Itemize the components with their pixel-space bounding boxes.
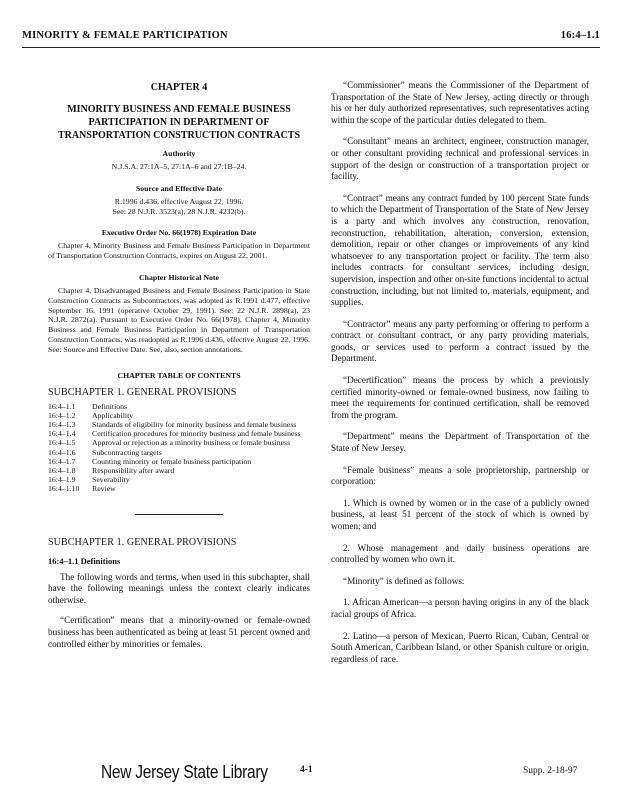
definition-commissioner: “Commissioner” means the Commissioner of the Department of Transportation of the State of New Jersey, acting directly or through his or her duly authorized representatives, such representatives acting within the scope of the particular duties delegated to them. bbox=[331, 80, 589, 125]
definition-contractor: “Contractor” means any party performing or offering to perform a contract or consultant contract, or any party providing materials, goods, or services used to perform a contract issued by the Department. bbox=[331, 318, 589, 364]
female-business-item-1: 1. Which is owned by women or in the case of a publicly owned business, at least 51 percent of the stock of which is owned by women; and bbox=[331, 497, 589, 531]
toc-item[interactable]: 16:4–1.9 Severability bbox=[48, 475, 130, 485]
source-line-1: R.1996 d.436, effective August 22, 1996. bbox=[114, 196, 244, 206]
toc-item[interactable]: 16:4–1.3 Standards of eligibility for minority business and female business bbox=[48, 419, 297, 429]
source-line-2: See: 28 N.J.R. 3523(a), 28 N.J.R. 4232(b). bbox=[112, 206, 246, 216]
right-column bbox=[331, 80, 589, 675]
toc-item[interactable]: 16:4–1.6 Subcontracting targets bbox=[48, 447, 162, 457]
toc-list bbox=[48, 402, 310, 494]
header-section-number: 16:4–1.1 bbox=[560, 30, 600, 41]
toc-item[interactable]: 16:4–1.7 Counting minority or female business participation bbox=[48, 456, 252, 466]
executive-order-text: Chapter 4, Minority Business and Female Business Participation in Department of Transportation Construction Contracts, expires on August 22, 2001. bbox=[48, 241, 310, 261]
definition-department: “Department” means the Department of Transportation of the State of New Jersey. bbox=[331, 431, 589, 454]
minority-item-1: 1. African American—a person having origins in any of the black racial groups of Africa. bbox=[331, 597, 589, 619]
section-separator bbox=[135, 514, 223, 515]
subchapter-heading: SUBCHAPTER 1. GENERAL PROVISIONS bbox=[48, 536, 237, 548]
definition-contract: “Contract” means any contract funded by 100 percent State funds to which the Department of Transportation of the State of New Jersey is a party and which involves any construction, renovation, reconstruction, rehabilitation, alteration, conversion, extension, demolition, repair or other changes or improvements of any kind whatsoever to any transportation project or facility. The term also includes contracts for consultant services, including design, supervision, inspection and other on-site functions incidental to actual construction, including, but not limited to, materials, equipment, and supplies. bbox=[331, 192, 589, 308]
supplement-date: Supp. 2-18-97 bbox=[523, 766, 578, 776]
definition-minority: “Minority” is defined as follows: bbox=[343, 575, 465, 586]
toc-item[interactable]: 16:4–1.2 Applicability bbox=[48, 410, 134, 420]
definitions-intro: The following words and terms, when used in this subchapter, shall have the following meanings unless the context clearly indicates otherwise. bbox=[48, 571, 310, 605]
authority-text: N.J.S.A. 27:1A–5, 27:1A–6 and 27:1B–24. bbox=[111, 162, 247, 171]
definition-decertification: “Decertification” means the process by which a previously certified minority-owned or female-owned business, now failing to meet the requirements for continued certification, shall be removed from the program. bbox=[331, 375, 589, 420]
definition-consultant: “Consultant” means an architect, engineer, construction manager, or other consultant providing technical and professional services in support of the design or construction of a transportation project or facility. bbox=[331, 136, 589, 182]
historical-note-text: Chapter 4, Disadvantaged Business and Female Business Participation in State Construction Contracts as Subcontractors, was adopted as R.1991 d.477, effective September 16, 1991 (operative October 29, 1991). See: 22 N.J.R. 2898(a), 23 N.J.R. 2872(a). Pursuant to Executive Order No. 66(1978), Chapter 4, Minority Business and Female Business Participation in Department of Transportation Construction Contracts, was readopted as R.1996 d.436, effective August 22, 1996. See: Source and Effective Date. See, also, section annotations. bbox=[48, 285, 310, 354]
header-rule bbox=[22, 47, 600, 48]
toc-item[interactable]: 16:4–1.5 Approval or rejection as a minority business or female business bbox=[48, 438, 291, 448]
toc-item[interactable]: 16:4–1.10 Review bbox=[48, 484, 116, 494]
chapter-title: MINORITY BUSINESS AND FEMALE BUSINESS PARTICIPATION IN DEPARTMENT OF TRANSPORTATION CONSTRUCTION CONTRACTS bbox=[57, 104, 301, 141]
source-label: Source and Effective Date bbox=[135, 183, 223, 193]
library-stamp: New Jersey State Library bbox=[101, 762, 268, 782]
historical-note-label: Chapter Historical Note bbox=[139, 272, 219, 282]
definition-certification: “Certification” means that a minority-owned or female-owned business has been authenticated as being at least 51 percent owned and controlled either by minorities or females. bbox=[48, 615, 310, 649]
minority-item-2: 2. Latino—a person of Mexican, Puerto Rican, Cuban, Central or South American, Caribbean Island, or other Spanish culture or origin, regardless of race. bbox=[331, 630, 589, 664]
female-business-item-2: 2. Whose management and daily business operations are controlled by women who own it. bbox=[331, 542, 589, 565]
authority-label: Authority bbox=[162, 149, 196, 158]
definition-female-business: “Female business” means a sole proprietorship, partnership or corporation: bbox=[331, 464, 589, 487]
left-column bbox=[48, 70, 310, 659]
toc-item[interactable]: 16:4–1.1 Definitions bbox=[48, 401, 128, 411]
page-number: 4-1 bbox=[300, 765, 313, 775]
toc-item[interactable]: 16:4–1.8 Responsibility after award bbox=[48, 465, 175, 475]
executive-order-label: Executive Order No. 66(1978) Expiration Date bbox=[101, 228, 257, 238]
section-heading: 16:4–1.1 Definitions bbox=[48, 555, 121, 566]
toc-subchapter: SUBCHAPTER 1. GENERAL PROVISIONS bbox=[48, 386, 237, 398]
running-header bbox=[22, 30, 600, 46]
header-title: MINORITY & FEMALE PARTICIPATION bbox=[22, 30, 228, 41]
toc-item[interactable]: 16:4–1.4 Certification procedures for minority business and female business bbox=[48, 429, 301, 439]
chapter-label: CHAPTER 4 bbox=[150, 82, 208, 93]
toc-label: CHAPTER TABLE OF CONTENTS bbox=[117, 370, 241, 380]
